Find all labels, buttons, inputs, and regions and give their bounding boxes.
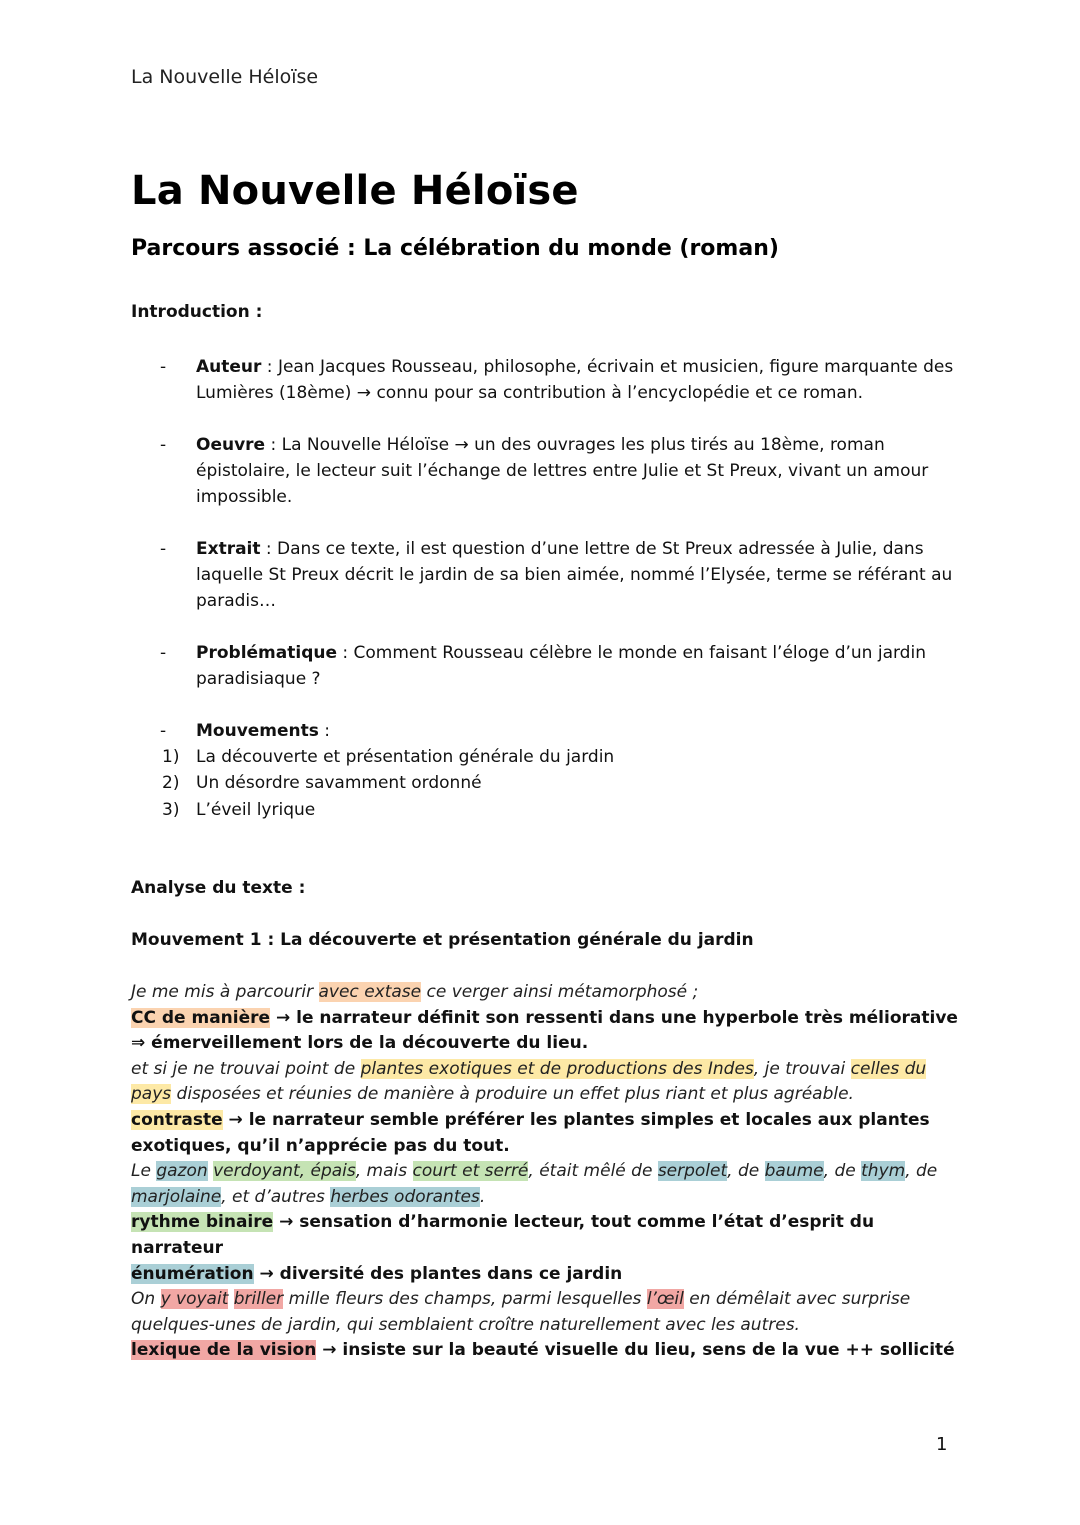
movement-item — [162, 797, 315, 823]
text-span: → insiste sur la beauté visuelle du lieu, sens de la vue ++ sollicité — [316, 1340, 955, 1361]
analysis-paragraph — [131, 1057, 961, 1108]
highlighted-span: serpolet — [657, 1161, 728, 1182]
text-span: et si je ne trouvai point de — [131, 1058, 361, 1079]
highlighted-span: l’œil — [646, 1289, 684, 1310]
text-span: → sensation d’harmonie lecteur, tout comme l’état d’esprit du narrateur — [131, 1212, 875, 1258]
bullet-term: Oeuvre — [196, 435, 266, 455]
text-span: en démêlait avec surprise quelques-unes de jardin, qui semblaient croître naturellement avec les autres. — [131, 1289, 911, 1335]
analysis-paragraph — [131, 980, 961, 1006]
highlighted-span: plantes exotiques et de productions des Indes — [360, 1058, 754, 1079]
bullet-term: Extrait — [196, 539, 261, 559]
analysis-paragraph — [131, 1210, 961, 1261]
text-span: , mais — [355, 1161, 413, 1182]
text-span: disposées et réunies de manière à produire un effet plus riant et plus agréable. — [171, 1084, 854, 1105]
running-header: La Nouvelle Héloïse — [131, 66, 319, 88]
highlighted-span: celles du pays — [131, 1058, 927, 1105]
bullet-text — [196, 640, 956, 692]
text-span: → diversité des plantes dans ce jardin — [253, 1263, 623, 1284]
analysis-paragraph — [131, 1338, 961, 1364]
text-span: → le narrateur semble préférer les plantes simples et locales aux plantes exotiques, qu’il n’apprécie pas du tout. — [131, 1109, 930, 1156]
analysis-paragraph — [131, 1159, 961, 1210]
highlighted-span: briller — [233, 1289, 284, 1310]
text-span: , et d’autres — [221, 1186, 331, 1207]
bullet-term: Problématique — [196, 643, 337, 663]
highlighted-span: CC de manière — [131, 1007, 271, 1028]
analysis-paragraph — [131, 1108, 961, 1159]
bullet-dash: - — [160, 643, 167, 663]
highlighted-span: marjolaine — [131, 1186, 222, 1207]
text-span: ce verger ainsi métamorphosé ; — [421, 982, 699, 1002]
highlighted-span: verdoyant, épais — [213, 1161, 356, 1182]
highlighted-span: avec extase — [318, 982, 422, 1002]
bullet-dash: - — [160, 357, 167, 377]
bullet-dash: - — [160, 435, 167, 455]
bullet-dash: - — [160, 539, 167, 559]
movement-1-heading: Mouvement 1 : La découverte et présentation générale du jardin — [131, 930, 754, 950]
text-span: → le narrateur définit son ressenti dans une hyperbole très méliorative ⇒ émerveillement lors de la découverte du lieu. — [131, 1007, 958, 1054]
highlighted-span: gazon — [156, 1161, 208, 1182]
highlighted-span: contraste — [131, 1109, 223, 1130]
highlighted-span: rythme binaire — [131, 1212, 274, 1233]
text-span: , je trouvai — [753, 1058, 851, 1079]
bullet-text — [196, 354, 956, 406]
text-span: On — [131, 1289, 161, 1310]
bullet-text — [196, 432, 956, 510]
text-span: , de — [727, 1161, 765, 1182]
analysis-paragraph — [131, 1006, 961, 1057]
bullet-text — [196, 718, 956, 744]
movement-number: 3) — [162, 800, 180, 820]
bullet-dash: - — [160, 721, 167, 741]
bullet-term: Mouvements — [196, 721, 319, 741]
text-span — [228, 1289, 233, 1309]
bullet-body: : La Nouvelle Héloïse → un des ouvrages les plus tirés au 18ème, roman épistolaire, le lecteur suit l’échange de lettres entre Julie et St Preux, vivant un amour impossible. — [196, 435, 929, 507]
movement-number: 1) — [162, 747, 180, 767]
highlighted-span: baume — [764, 1161, 824, 1182]
bullet-body: : Jean Jacques Rousseau, philosophe, écrivain et musicien, figure marquante des Lumières (18ème) → connu pour sa contribution à l’encyclopédie et ce roman. — [196, 357, 954, 403]
highlighted-span: thym — [861, 1161, 906, 1182]
text-span: , était mêlé de — [528, 1161, 658, 1182]
page-number: 1 — [936, 1434, 948, 1455]
movement-text: Un désordre savamment ordonné — [196, 773, 482, 793]
text-span: Je me mis à parcourir — [131, 982, 319, 1002]
highlighted-span: herbes odorantes — [330, 1186, 480, 1207]
page-title: La Nouvelle Héloïse — [131, 168, 579, 214]
highlighted-span: court et serré — [412, 1161, 529, 1182]
analysis-body — [131, 980, 961, 1364]
movement-text: La découverte et présentation générale du jardin — [196, 747, 615, 767]
movement-item — [162, 744, 614, 770]
text-span: , de — [823, 1161, 862, 1182]
bullet-body: : — [318, 721, 331, 741]
highlighted-span: lexique de la vision — [131, 1340, 317, 1361]
text-span: Le — [131, 1161, 157, 1182]
bullet-term: Auteur — [196, 357, 262, 377]
bullet-text — [196, 536, 956, 614]
introduction-heading: Introduction : — [131, 302, 263, 322]
bullet-body: : Dans ce texte, il est question d’une lettre de St Preux adressée à Julie, dans laquelle St Preux décrit le jardin de sa bien aimée, nommé l’Elysée, terme se référant au paradis… — [196, 539, 953, 611]
page-subtitle: Parcours associé : La célébration du monde (roman) — [131, 236, 779, 261]
text-span: mille fleurs des champs, parmi lesquelles — [283, 1289, 647, 1310]
analysis-heading: Analyse du texte : — [131, 878, 306, 898]
highlighted-span: énumération — [131, 1263, 254, 1284]
movement-number: 2) — [162, 773, 180, 793]
analysis-paragraph — [131, 1287, 961, 1338]
movement-item — [162, 770, 482, 796]
highlighted-span: y voyait — [160, 1289, 229, 1310]
text-span: , de — [905, 1161, 938, 1182]
movement-text: L’éveil lyrique — [196, 800, 316, 820]
text-span: . — [479, 1186, 486, 1207]
bullet-body: : Comment Rousseau célèbre le monde en faisant l’éloge d’un jardin paradisiaque ? — [196, 643, 926, 689]
analysis-paragraph — [131, 1262, 961, 1288]
